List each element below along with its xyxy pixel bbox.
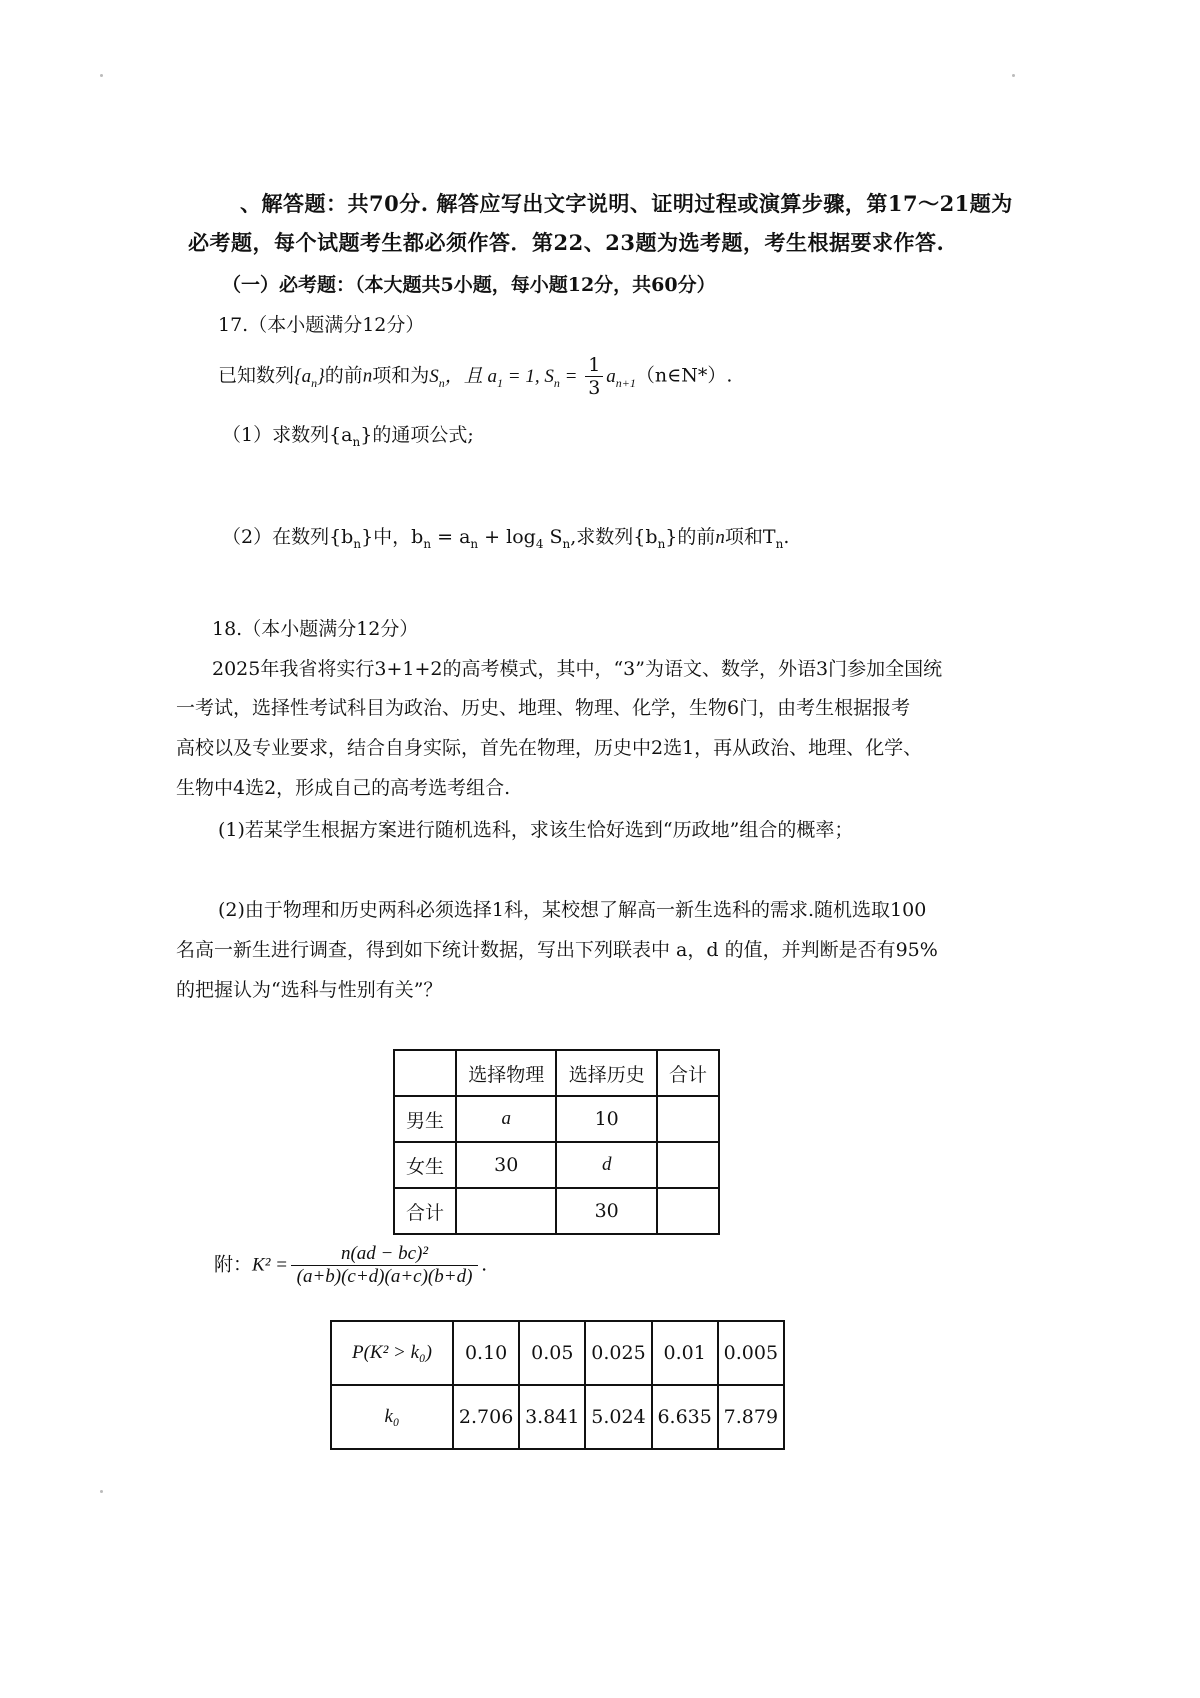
- table-cell: 0.05: [519, 1321, 585, 1385]
- k-squared-fraction: $\frac{\text{n(ad − bc)²}}{(a+b)(c+d)(a+c)(b+d)}$: [291, 1243, 478, 1288]
- table-cell: 7.879: [718, 1385, 784, 1449]
- table-cell: 合计: [394, 1188, 456, 1234]
- table-header-history: 选择历史: [556, 1050, 656, 1096]
- table-cell: [657, 1096, 719, 1142]
- q17-part1: （1）求数列$\{a_n\}$的通项公式;: [222, 424, 474, 449]
- section-header-line1: 、解答题：共70分. 解答应写出文字说明、证明过程或演算步骤，第17～21题为: [240, 191, 1013, 216]
- table-cell: 5.024: [585, 1385, 651, 1449]
- table-cell: [657, 1188, 719, 1234]
- q18-paragraph-line3: 高校以及专业要求，结合自身实际，首先在物理，历史中2选1，再从政治、地理、化学、: [176, 737, 923, 759]
- table-cell: 30: [556, 1188, 656, 1234]
- one-third-fraction: $\frac{1}{3}$: [585, 354, 603, 399]
- q18-part2-line3: 的把握认为“选科与性别有关”？: [176, 979, 443, 1001]
- table-cell: 6.635: [652, 1385, 718, 1449]
- table-cell: 3.841: [519, 1385, 585, 1449]
- table-row: [331, 1321, 784, 1385]
- table-cell: 10: [556, 1096, 656, 1142]
- table-header-physics: 选择物理: [456, 1050, 556, 1096]
- q18-part2-line2: 名高一新生进行调查，得到如下统计数据，写出下列联表中 a，d 的值，并判断是否有95%: [176, 939, 938, 961]
- table-header-total: 合计: [657, 1050, 719, 1096]
- table-cell: d: [556, 1142, 656, 1188]
- q18-paragraph-line2: 一考试，选择性考试科目为政治、历史、地理、物理、化学，生物6门，由考生根据报考: [176, 697, 911, 719]
- table-row: [394, 1096, 719, 1142]
- q18-part2-line1: (2)由于物理和历史两科必须选择1科，某校想了解高一新生选科的需求.随机选取100: [218, 899, 927, 921]
- table-cell: P(K² > k₀): [331, 1321, 453, 1385]
- table-cell: 2.706: [453, 1385, 519, 1449]
- table-cell: 30: [456, 1142, 556, 1188]
- scan-speck: [100, 74, 103, 77]
- q18-title: 18.（本小题满分12分）: [212, 618, 419, 640]
- k-squared-formula: 附：K² = $\frac{\text{n(ad − bc)²}}{(a+b)(c+d)(a+c)(b+d)}$ .: [214, 1243, 488, 1287]
- q18-paragraph-line1: 2025年我省将实行3+1+2的高考模式，其中，“3”为语文、数学，外语3门参加全国统: [212, 658, 943, 680]
- table-cell: 女生: [394, 1142, 456, 1188]
- section-header-line2: 必考题，每个试题考生都必须作答．第22、23题为选考题，考生根据要求作答.: [188, 230, 945, 255]
- table-cell: [456, 1188, 556, 1234]
- table-header-row: [394, 1050, 719, 1096]
- table-cell: [657, 1142, 719, 1188]
- q18-paragraph-line4: 生物中4选2，形成自己的高考选考组合.: [176, 777, 511, 799]
- contingency-table: [393, 1049, 720, 1235]
- table-cell: a: [456, 1096, 556, 1142]
- table-row: [394, 1188, 719, 1234]
- table-cell: k₀: [331, 1385, 453, 1449]
- table-cell: 0.005: [718, 1321, 784, 1385]
- table-cell: 0.025: [585, 1321, 651, 1385]
- scan-speck: [1012, 74, 1015, 77]
- required-section-label: （一）必考题：（本大题共5小题，每小题12分，共60分）: [222, 274, 716, 296]
- table-cell: 0.10: [453, 1321, 519, 1385]
- table-cell: 0.01: [652, 1321, 718, 1385]
- critical-value-table: [330, 1320, 785, 1450]
- q17-part2: （2）在数列$\{b_n\}$中，$b_n = a_n + \log_4 S_n$,求数列$\{b_n\}$的前n项和$T_n$.: [222, 526, 790, 551]
- table-row: [394, 1142, 719, 1188]
- table-cell: [394, 1050, 456, 1096]
- scan-speck: [100, 1490, 103, 1493]
- q17-stem: 已知数列$\{a_n\}$的前n项和为$S_n$，且 $a_1 = 1$, $S_n$ = $\frac{1}{3}$ $a_{n+1}(n\in N*)$.: [218, 354, 733, 399]
- table-cell: 男生: [394, 1096, 456, 1142]
- q18-part1: (1)若某学生根据方案进行随机选科，求该生恰好选到“历政地”组合的概率；: [218, 819, 854, 841]
- q17-title: 17.（本小题满分12分）: [218, 314, 425, 336]
- table-row: [331, 1385, 784, 1449]
